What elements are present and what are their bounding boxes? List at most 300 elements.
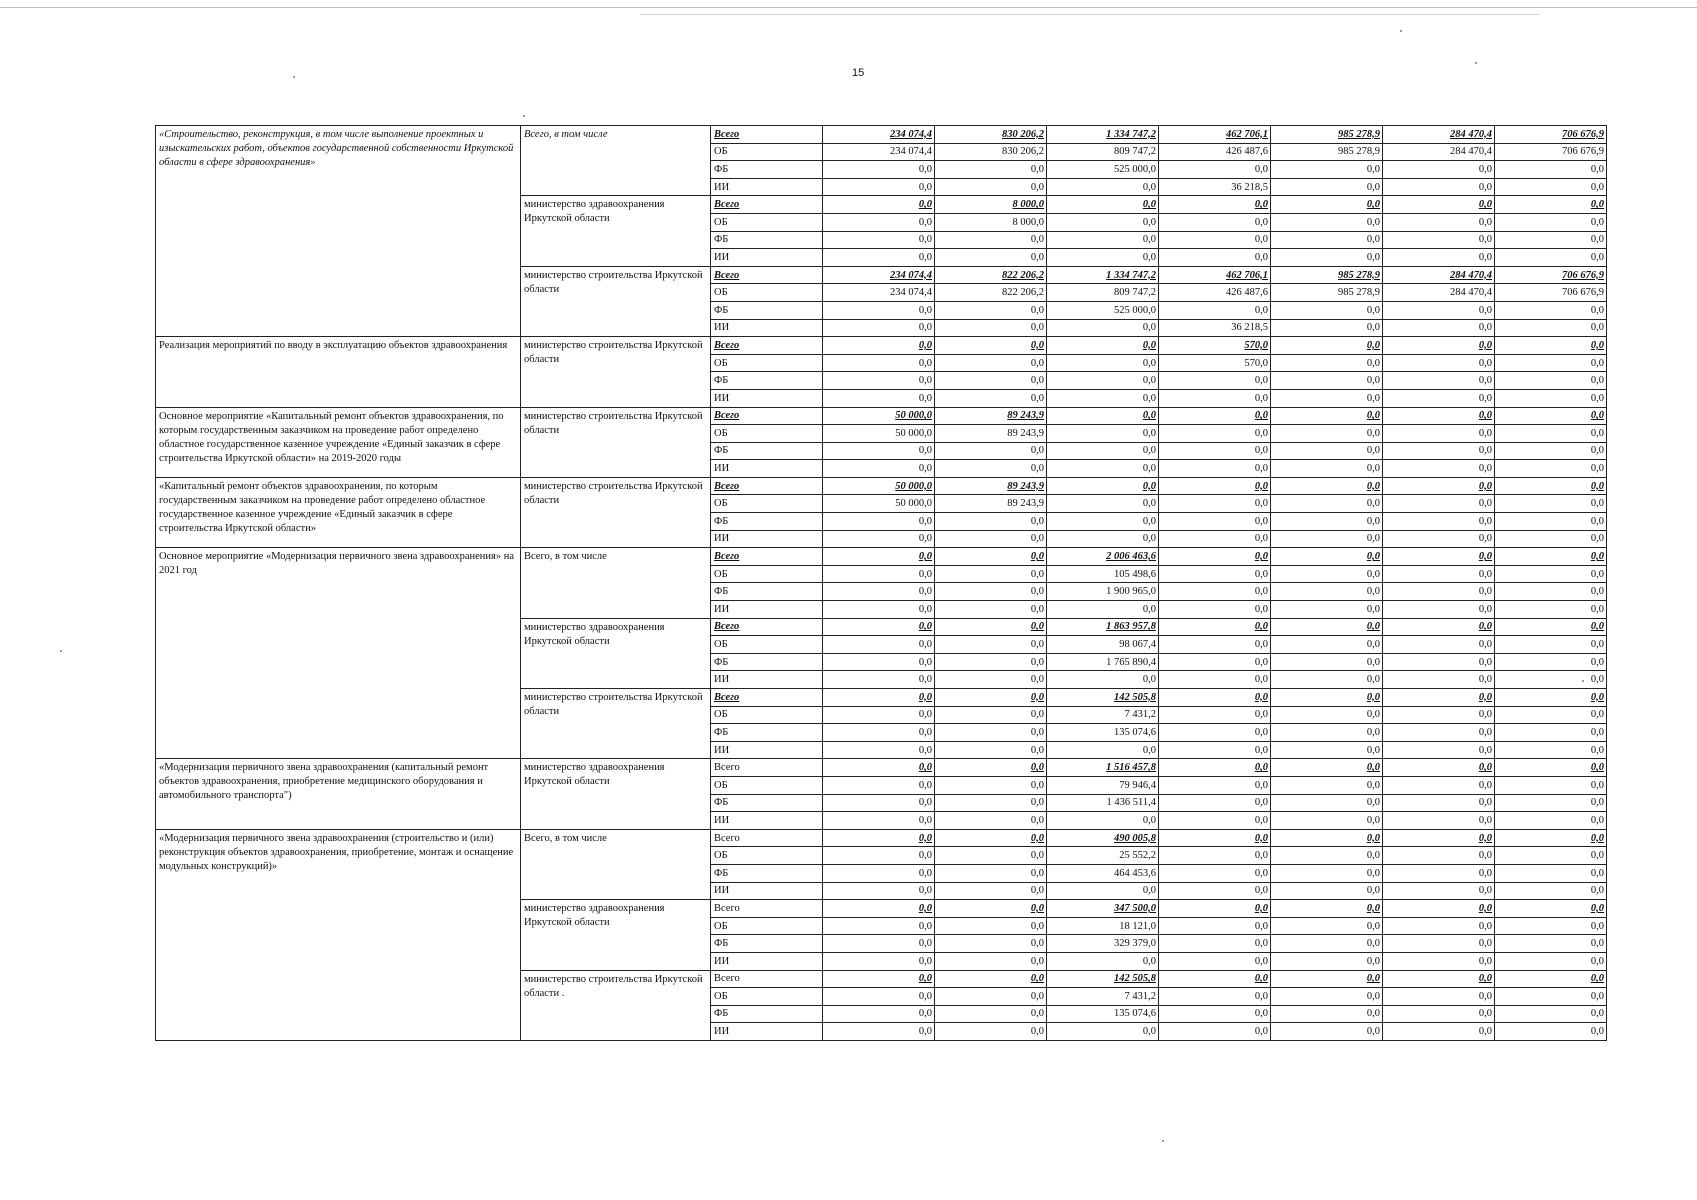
responsible-org-cell: министерство строительства Иркутской области [521,407,711,477]
budget-table-body [156,126,1607,1041]
amount-cell: 0,0 [1159,952,1271,970]
amount-cell: 0,0 [1383,1023,1495,1041]
amount-cell: 0,0 [823,231,935,249]
event-name-cell: «Модернизация первичного звена здравоохранения (капитальный ремонт объектов здравоохранения, приобретение медицинского оборудования и автомобильного транспорта") [156,759,521,829]
amount-cell: 0,0 [1271,495,1383,513]
funding-source-cell: ОБ [711,917,823,935]
scan-speck [1162,1140,1164,1142]
amount-cell: 0,0 [935,741,1047,759]
amount-cell: 0,0 [1159,213,1271,231]
amount-cell: 985 278,9 [1271,143,1383,161]
amount-cell: 135 074,6 [1047,724,1159,742]
amount-cell: 706 676,9 [1495,126,1607,144]
amount-cell: 0,0 [1271,864,1383,882]
amount-cell: 0,0 [1383,196,1495,214]
funding-source-cell: ОБ [711,706,823,724]
amount-cell: 0,0 [1495,618,1607,636]
amount-cell: 25 552,2 [1047,847,1159,865]
amount-cell: 0,0 [1271,653,1383,671]
amount-cell: 0,0 [1271,706,1383,724]
amount-cell: 0,0 [1383,178,1495,196]
amount-cell: 0,0 [1383,601,1495,619]
amount-cell: 0,0 [1271,847,1383,865]
amount-cell: 0,0 [1383,900,1495,918]
amount-cell: 0,0 [1159,882,1271,900]
amount-cell: 0,0 [1047,513,1159,531]
amount-cell: 234 074,4 [823,143,935,161]
amount-cell: 0,0 [1271,548,1383,566]
amount-cell: 0,0 [1271,319,1383,337]
amount-cell: 234 074,4 [823,126,935,144]
amount-cell: 0,0 [935,829,1047,847]
amount-cell: 809 747,2 [1047,284,1159,302]
amount-cell: 490 005,8 [1047,829,1159,847]
amount-cell: 0,0 [1159,1023,1271,1041]
amount-cell: 284 470,4 [1383,266,1495,284]
amount-cell: 0,0 [1495,847,1607,865]
amount-cell: 36 218,5 [1159,319,1271,337]
funding-source-cell: ОБ [711,636,823,654]
table-row [156,477,1607,495]
amount-cell: 284 470,4 [1383,143,1495,161]
amount-cell: 0,0 [1159,618,1271,636]
funding-source-cell: ФБ [711,1005,823,1023]
funding-source-cell: ФБ [711,583,823,601]
responsible-org-cell: Всего, в том числе [521,126,711,196]
amount-cell: 0,0 [935,372,1047,390]
amount-cell: 284 470,4 [1383,126,1495,144]
amount-cell: 0,0 [1047,213,1159,231]
amount-cell: 0,0 [935,337,1047,355]
amount-cell: 0,0 [1159,741,1271,759]
amount-cell: 0,0 [1047,354,1159,372]
responsible-org-cell: министерство строительства Иркутской области [521,266,711,336]
scan-speck [60,650,62,652]
amount-cell: 0,0 [935,794,1047,812]
amount-cell: 0,0 [935,442,1047,460]
scan-speck [523,115,525,117]
amount-cell: 0,0 [823,706,935,724]
funding-source-cell: ОБ [711,425,823,443]
amount-cell: 0,0 [1495,530,1607,548]
amount-cell: 0,0 [1271,231,1383,249]
amount-cell: 0,0 [935,917,1047,935]
amount-cell: 0,0 [1383,706,1495,724]
amount-cell: 0,0 [1159,442,1271,460]
funding-source-cell: ОБ [711,213,823,231]
amount-cell: 0,0 [823,460,935,478]
amount-cell: 570,0 [1159,354,1271,372]
scan-edge-line [640,14,1540,15]
responsible-org-cell: министерство здравоохранения Иркутской области [521,618,711,688]
amount-cell: 0,0 [823,513,935,531]
funding-source-cell: Всего [711,829,823,847]
amount-cell: 0,0 [1383,301,1495,319]
amount-cell: 0,0 [935,636,1047,654]
amount-cell: 0,0 [1383,864,1495,882]
amount-cell: 0,0 [935,970,1047,988]
funding-source-cell: Всего [711,689,823,707]
amount-cell: 0,0 [1495,882,1607,900]
amount-cell: 0,0 [1271,618,1383,636]
amount-cell: 0,0 [935,812,1047,830]
amount-cell: 18 121,0 [1047,917,1159,935]
amount-cell: 105 498,6 [1047,565,1159,583]
scan-speck [1582,680,1584,682]
amount-cell: 7 431,2 [1047,988,1159,1006]
amount-cell: 0,0 [1495,794,1607,812]
funding-source-cell: ИИ [711,812,823,830]
amount-cell: 0,0 [823,812,935,830]
amount-cell: 0,0 [1159,812,1271,830]
amount-cell: 0,0 [935,689,1047,707]
amount-cell: 0,0 [1047,671,1159,689]
amount-cell: 0,0 [1271,900,1383,918]
amount-cell: 0,0 [1271,530,1383,548]
amount-cell: 0,0 [1383,636,1495,654]
amount-cell: 0,0 [1383,583,1495,601]
funding-source-cell: ИИ [711,460,823,478]
amount-cell: 0,0 [823,301,935,319]
amount-cell: 706 676,9 [1495,284,1607,302]
amount-cell: 0,0 [1383,794,1495,812]
amount-cell: 0,0 [1495,1023,1607,1041]
amount-cell: 79 946,4 [1047,776,1159,794]
amount-cell: 0,0 [1383,970,1495,988]
amount-cell: 0,0 [1271,354,1383,372]
amount-cell: 1 900 965,0 [1047,583,1159,601]
amount-cell: 0,0 [935,301,1047,319]
amount-cell: 0,0 [1495,178,1607,196]
amount-cell: 0,0 [1495,372,1607,390]
amount-cell: 0,0 [823,671,935,689]
funding-source-cell: ИИ [711,319,823,337]
scan-edge-line [0,7,1697,8]
amount-cell: 0,0 [1383,724,1495,742]
funding-source-cell: Всего [711,407,823,425]
amount-cell: 0,0 [1495,812,1607,830]
amount-cell: 0,0 [823,319,935,337]
amount-cell: 0,0 [1271,794,1383,812]
amount-cell: 0,0 [1047,1023,1159,1041]
responsible-org-cell: министерство здравоохранения Иркутской области [521,900,711,970]
amount-cell: 8 000,0 [935,196,1047,214]
amount-cell: 1 765 890,4 [1047,653,1159,671]
amount-cell: 0,0 [1159,301,1271,319]
budget-table [155,125,1607,1041]
amount-cell: 0,0 [823,636,935,654]
amount-cell: 1 334 747,2 [1047,126,1159,144]
funding-source-cell: Всего [711,548,823,566]
amount-cell: 0,0 [823,196,935,214]
amount-cell: 0,0 [1047,425,1159,443]
amount-cell: 0,0 [1271,812,1383,830]
amount-cell: 0,0 [823,354,935,372]
amount-cell: 706 676,9 [1495,143,1607,161]
amount-cell: 7 431,2 [1047,706,1159,724]
amount-cell: 830 206,2 [935,143,1047,161]
amount-cell: 234 074,4 [823,266,935,284]
amount-cell: 0,0 [1159,548,1271,566]
responsible-org-cell: Всего, в том числе [521,829,711,899]
amount-cell: 0,0 [1495,689,1607,707]
funding-source-cell: Всего [711,126,823,144]
amount-cell: 985 278,9 [1271,284,1383,302]
amount-cell: 0,0 [1159,759,1271,777]
amount-cell: 0,0 [1271,1005,1383,1023]
amount-cell: 0,0 [1383,460,1495,478]
amount-cell: 89 243,9 [935,477,1047,495]
funding-source-cell: ФБ [711,724,823,742]
amount-cell: 0,0 [1159,1005,1271,1023]
funding-source-cell: ИИ [711,1023,823,1041]
funding-source-cell: ИИ [711,671,823,689]
amount-cell: 464 453,6 [1047,864,1159,882]
amount-cell: 0,0 [1159,706,1271,724]
amount-cell: 0,0 [935,671,1047,689]
amount-cell: 0,0 [1495,970,1607,988]
amount-cell: 0,0 [823,864,935,882]
amount-cell: 0,0 [1271,741,1383,759]
amount-cell: 0,0 [1495,319,1607,337]
amount-cell: 0,0 [1495,864,1607,882]
amount-cell: 0,0 [823,565,935,583]
amount-cell: 0,0 [935,319,1047,337]
amount-cell: 0,0 [1159,477,1271,495]
amount-cell: 0,0 [1383,829,1495,847]
funding-source-cell: ИИ [711,741,823,759]
amount-cell: 0,0 [935,178,1047,196]
responsible-org-cell: министерство строительства Иркутской области [521,477,711,547]
amount-cell: 0,0 [1159,196,1271,214]
amount-cell: 0,0 [1271,389,1383,407]
amount-cell: 0,0 [1271,829,1383,847]
responsible-org-cell: Всего, в том числе [521,548,711,618]
amount-cell: 0,0 [1271,917,1383,935]
funding-source-cell: ИИ [711,249,823,267]
amount-cell: 0,0 [1159,495,1271,513]
amount-cell: 0,0 [1495,231,1607,249]
amount-cell: 0,0 [1047,530,1159,548]
amount-cell: 0,0 [1495,1005,1607,1023]
amount-cell: 0,0 [1047,495,1159,513]
page-number: 15 [852,67,865,79]
amount-cell: 0,0 [1383,671,1495,689]
amount-cell: 0,0 [1271,636,1383,654]
responsible-org-cell: министерство строительства Иркутской области . [521,970,711,1040]
amount-cell: 89 243,9 [935,495,1047,513]
amount-cell: 0,0 [1383,354,1495,372]
amount-cell: 0,0 [1271,460,1383,478]
amount-cell: 0,0 [1271,882,1383,900]
amount-cell: 0,0 [1159,970,1271,988]
amount-cell: 0,0 [1159,389,1271,407]
amount-cell: 0,0 [1383,372,1495,390]
amount-cell: 0,0 [935,530,1047,548]
amount-cell: 0,0 [1495,706,1607,724]
funding-source-cell: ОБ [711,988,823,1006]
amount-cell: 0,0 [823,847,935,865]
amount-cell: 0,0 [1159,864,1271,882]
amount-cell: 822 206,2 [935,266,1047,284]
funding-source-cell: Всего [711,759,823,777]
amount-cell: 0,0 [1383,653,1495,671]
amount-cell: 0,0 [1383,847,1495,865]
amount-cell: 0,0 [1495,759,1607,777]
amount-cell: 0,0 [1271,161,1383,179]
amount-cell: 0,0 [1495,161,1607,179]
funding-source-cell: ФБ [711,231,823,249]
funding-source-cell: ФБ [711,513,823,531]
amount-cell: 0,0 [1271,372,1383,390]
amount-cell: 0,0 [823,389,935,407]
amount-cell: 525 000,0 [1047,301,1159,319]
amount-cell: 0,0 [935,583,1047,601]
amount-cell: 0,0 [823,724,935,742]
funding-source-cell: ФБ [711,372,823,390]
amount-cell: 0,0 [1159,583,1271,601]
funding-source-cell: Всего [711,266,823,284]
amount-cell: 0,0 [1271,724,1383,742]
funding-source-cell: ИИ [711,952,823,970]
amount-cell: 0,0 [823,548,935,566]
amount-cell: 0,0 [1271,759,1383,777]
amount-cell: 0,0 [1159,636,1271,654]
amount-cell: 0,0 [1271,689,1383,707]
funding-source-cell: ИИ [711,882,823,900]
scan-speck [1475,62,1477,64]
funding-source-cell: ОБ [711,495,823,513]
amount-cell: 0,0 [935,161,1047,179]
amount-cell: 0,0 [1271,477,1383,495]
amount-cell: 0,0 [935,759,1047,777]
amount-cell: 0,0 [935,935,1047,953]
amount-cell: 0,0 [1047,812,1159,830]
amount-cell: 0,0 [935,900,1047,918]
amount-cell: 0,0 [935,565,1047,583]
amount-cell: 1 436 511,4 [1047,794,1159,812]
amount-cell: 0,0 [823,653,935,671]
scan-speck [293,76,295,78]
amount-cell: 0,0 [1159,231,1271,249]
amount-cell: 0,0 [935,513,1047,531]
table-row [156,407,1607,425]
amount-cell: 0,0 [1383,776,1495,794]
amount-cell: 0,0 [1495,653,1607,671]
table-row [156,759,1607,777]
amount-cell: 0,0 [823,1005,935,1023]
amount-cell: 0,0 [1159,917,1271,935]
funding-source-cell: ОБ [711,847,823,865]
amount-cell: 0,0 [1159,530,1271,548]
amount-cell: 0,0 [823,741,935,759]
amount-cell: 0,0 [1047,477,1159,495]
funding-source-cell: ИИ [711,530,823,548]
event-name-cell: Реализация мероприятий по вводу в эксплуатацию объектов здравоохранения [156,337,521,407]
amount-cell: 0,0 [935,776,1047,794]
amount-cell: 809 747,2 [1047,143,1159,161]
amount-cell: 0,0 [1271,583,1383,601]
amount-cell: 0,0 [1271,935,1383,953]
amount-cell: 706 676,9 [1495,266,1607,284]
funding-source-cell: ФБ [711,935,823,953]
scan-speck [1400,30,1402,32]
table-row [156,126,1607,144]
amount-cell: 0,0 [823,794,935,812]
amount-cell: 0,0 [1271,565,1383,583]
amount-cell: 0,0 [1495,196,1607,214]
funding-source-cell: ОБ [711,776,823,794]
amount-cell: 347 500,0 [1047,900,1159,918]
amount-cell: 89 243,9 [935,407,1047,425]
amount-cell: 462 706,1 [1159,126,1271,144]
amount-cell: 0,0 [935,1005,1047,1023]
amount-cell: 0,0 [1383,565,1495,583]
amount-cell: 0,0 [1159,794,1271,812]
amount-cell: 0,0 [1383,249,1495,267]
amount-cell: 0,0 [1495,337,1607,355]
amount-cell: 0,0 [823,988,935,1006]
amount-cell: 0,0 [823,249,935,267]
amount-cell: 0,0 [1383,548,1495,566]
amount-cell: 0,0 [1159,460,1271,478]
amount-cell: 0,0 [935,1023,1047,1041]
amount-cell: 0,0 [823,759,935,777]
amount-cell: 0,0 [1047,249,1159,267]
amount-cell: 0,0 [935,460,1047,478]
amount-cell: 0,0 [1495,442,1607,460]
amount-cell: 0,0 [1271,407,1383,425]
amount-cell: 0,0 [1495,425,1607,443]
amount-cell: 0,0 [1495,460,1607,478]
amount-cell: 0,0 [1383,1005,1495,1023]
funding-source-cell: ФБ [711,653,823,671]
amount-cell: 0,0 [935,389,1047,407]
amount-cell: 0,0 [1495,829,1607,847]
amount-cell: 0,0 [1495,301,1607,319]
amount-cell: 0,0 [1495,917,1607,935]
amount-cell: 0,0 [823,900,935,918]
amount-cell: 0,0 [1383,812,1495,830]
amount-cell: 0,0 [1159,689,1271,707]
amount-cell: 0,0 [1159,425,1271,443]
amount-cell: 0,0 [1383,231,1495,249]
amount-cell: 0,0 [1495,513,1607,531]
amount-cell: 0,0 [1159,601,1271,619]
amount-cell: 0,0 [1047,741,1159,759]
amount-cell: 329 379,0 [1047,935,1159,953]
amount-cell: 0,0 [1495,601,1607,619]
funding-source-cell: ФБ [711,301,823,319]
amount-cell: 1 334 747,2 [1047,266,1159,284]
amount-cell: 462 706,1 [1159,266,1271,284]
amount-cell: 8 000,0 [935,213,1047,231]
amount-cell: 0,0 [1159,653,1271,671]
amount-cell: 0,0 [1383,389,1495,407]
amount-cell: 0,0 [823,178,935,196]
amount-cell: 0,0 [1159,900,1271,918]
responsible-org-cell: министерство строительства Иркутской области [521,337,711,407]
amount-cell: 0,0 [823,917,935,935]
funding-source-cell: ИИ [711,601,823,619]
amount-cell: 0,0 [1159,372,1271,390]
amount-cell: 525 000,0 [1047,161,1159,179]
event-name-cell: Основное мероприятие «Капитальный ремонт объектов здравоохранения, по которым государственным заказчиком на проведение работ определено областное государственное казенное учреждение «Единый заказчик в сфере строительства Иркутской области» на 2019-2020 годы [156,407,521,477]
amount-cell: 0,0 [1495,900,1607,918]
amount-cell: 0,0 [1159,671,1271,689]
amount-cell: 2 006 463,6 [1047,548,1159,566]
amount-cell: 0,0 [1271,970,1383,988]
